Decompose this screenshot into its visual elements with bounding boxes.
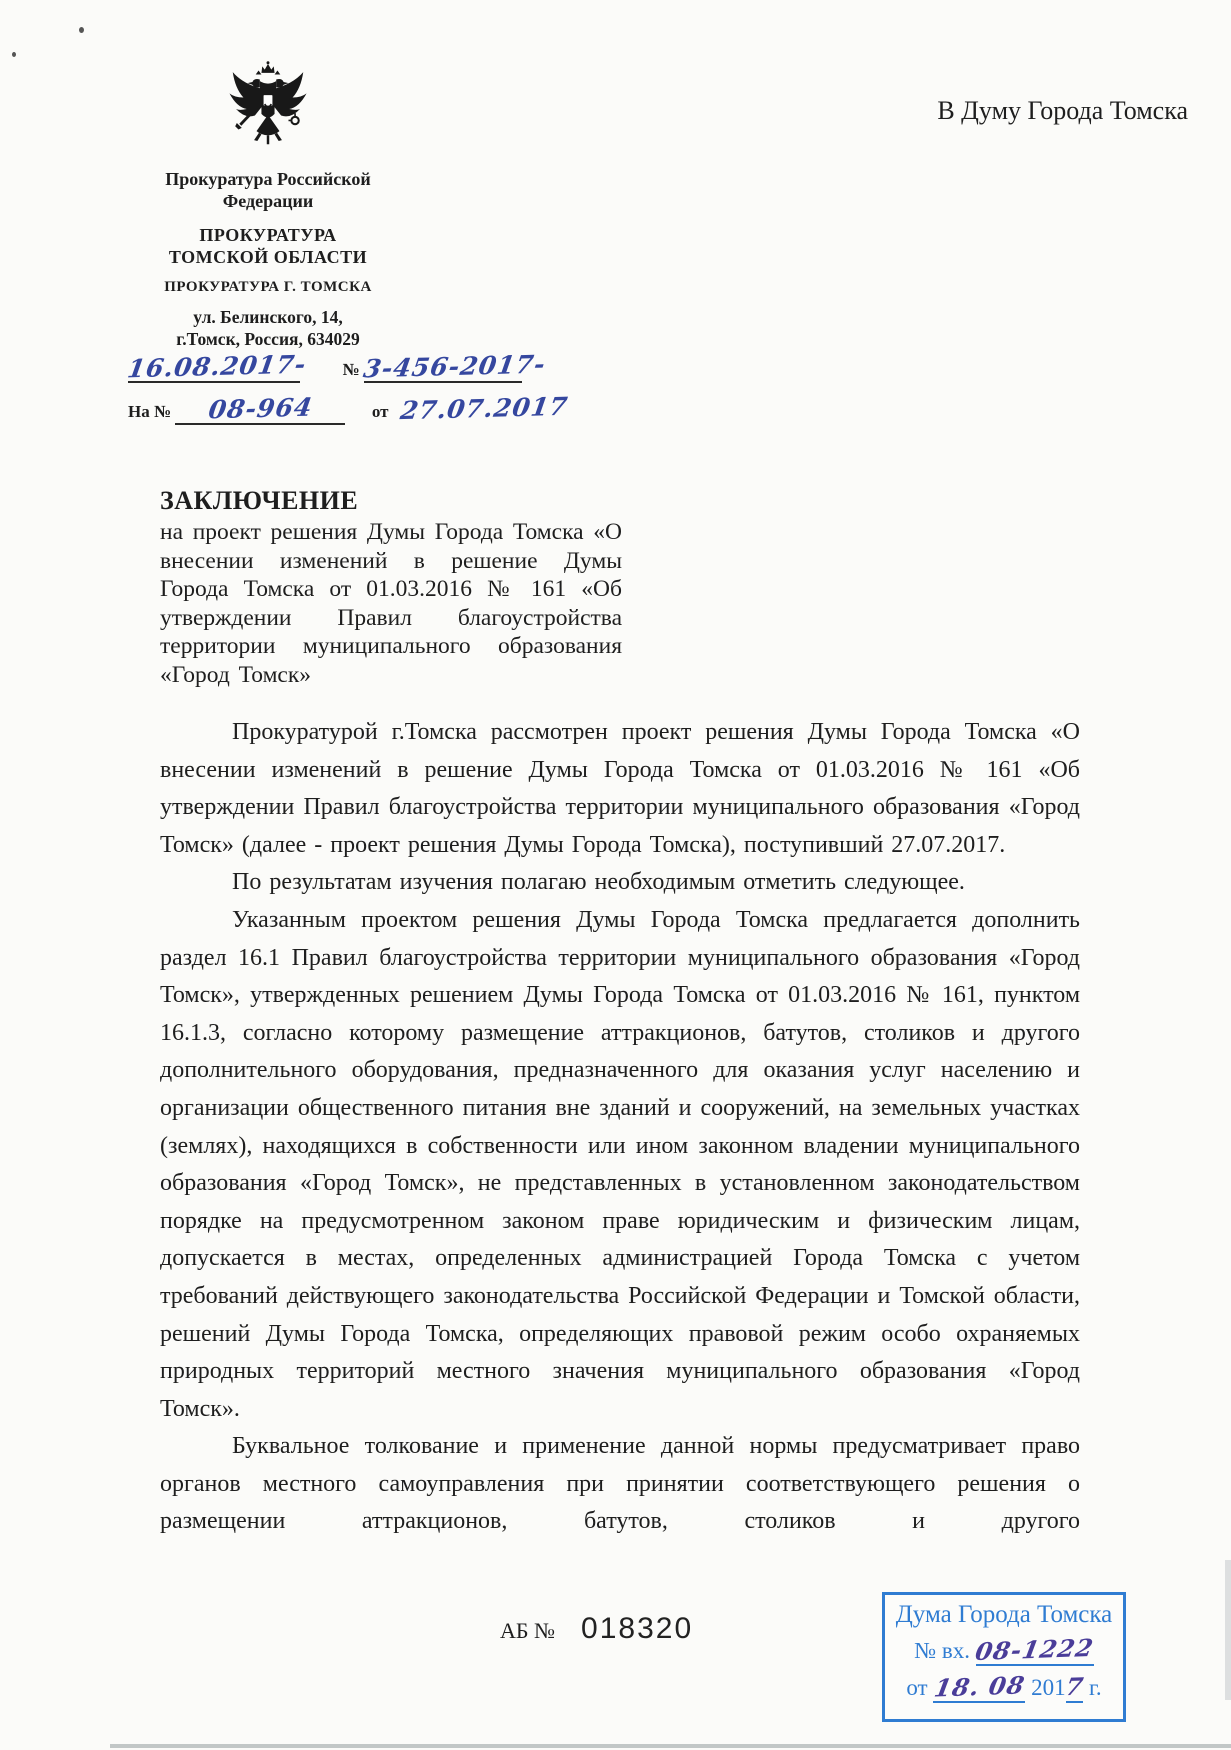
scan-edge [110,1744,1231,1748]
russia-coat-of-arms-icon [227,60,309,158]
scan-speck [12,52,16,57]
org-address [118,306,418,350]
stamp-date-label: от [906,1675,928,1700]
stamp-year-handwritten: 7 [1062,1671,1086,1702]
ref-number-handwritten: 08-964 [206,392,315,425]
blank-number-value: 018320 [581,1612,694,1645]
outgoing-date-line [125,349,548,384]
stamp-in-number-field [973,1632,1097,1667]
org-name-line1: Прокуратура Российской [165,169,371,189]
stamp-org-name: Дума Города Томска [895,1601,1113,1628]
scan-speck [79,27,84,33]
org-region-line1: ПРОКУРАТУРА [199,225,337,245]
stamp-incoming-number-line [885,1632,1123,1667]
org-name-line2: Федерации [222,191,314,211]
org-name-federation [118,168,418,212]
blank-series-label: АБ № [500,1618,556,1643]
stamp-in-label: № вх. [914,1638,971,1663]
org-region-line2: ТОМСКОЙ ОБЛАСТИ [168,247,368,267]
stamp-year-printed: 201 [1031,1675,1066,1700]
letterhead [118,60,418,350]
document-heading: ЗАКЛЮЧЕНИЕ [160,486,359,515]
stamp-in-number-handwritten: 08-1222 [973,1632,1097,1667]
outgoing-date-handwritten: 16.08.2017- [125,349,309,384]
scan-edge [1225,1560,1231,1700]
outgoing-number-field [361,349,548,384]
recipient: В Думу Города Томска [937,96,1188,125]
org-name-city: ПРОКУРАТУРА Г. ТОМСКА [164,279,372,295]
title-block [160,486,622,689]
org-address-line2: г.Томск, Россия, 634029 [176,329,360,349]
document-body [160,714,1080,1541]
outgoing-number-handwritten: 3-456-2017- [361,349,548,384]
paragraph: Прокуратурой г.Томска рассмотрен проект решения Думы Города Томска «О внесении изменений в решение Думы Города Томска от 01.03.2016 № 161 «Об утверждении Правил благоустройства территории муниципального образования «Город Томск» (далее - проект решения Думы Города Томска), поступивший 27.07.2017. [160,719,1080,858]
stamp-year-suffix: г. [1089,1675,1102,1700]
reference-line [128,391,570,426]
ref-number-field [175,394,345,425]
paragraph: Указанным проектом решения Думы Города Томска предлагается дополнить раздел 16.1 Правил благоустройства территории муниципального образования «Город Томск», утвержденных решением Думы Города Томска от 01.03.2016 № 161, пунктом 16.1.3, согласно которому размещение аттракционов, батутов, столиков и другого дополнительного оборудования, предназначенного для оказания услуг населению и организации общественного питания вне зданий и сооружений, на земельных участках (землях), находящихся в собственности или ином законном владении муниципального образования «Город Томск», не представленных в установленном законодательством порядке на предусмотренном законом праве юридическим и физическим лицам, допускается в местах, определенных администрацией Города Томска с учетом требований действующего законодательства Российской Федерации и Томской области, решений Думы Города Томска, определяющих правовой режим особо охраняемых природных территорий местного значения муниципального образования «Город Томск». [160,906,1080,1422]
stamp-date-line [885,1672,1123,1703]
form-blank-number [500,1612,693,1646]
ref-label: На № [128,402,172,421]
document-subject: на проект решения Думы Города Томска «О внесении изменений в решение Думы Города Томска от 01.03.2016 № 161 «Об утверждении Правил благоустройства территории муниципального образования «Город Томск» [160,519,622,688]
paragraph: По результатам изучения полагаю необходимым отметить следующее. [232,869,965,896]
stamp-year-field [1062,1671,1086,1703]
stamp-date-field [933,1672,1025,1703]
incoming-stamp [882,1592,1126,1722]
stamp-date-handwritten: 18. 08 [931,1670,1027,1703]
ref-date-label: от [371,402,389,421]
ref-date-handwritten: 27.07.2017 [398,391,570,426]
paragraph: Буквальное толкование и применение данной нормы предусматривает право органов местного самоуправления при принятии соответствующего решения о размещении аттракционов, батутов, столиков и другого [160,1433,1080,1535]
number-sign-label: № [342,360,360,379]
org-name-region [118,224,418,268]
outgoing-date-field [125,349,309,384]
org-address-line1: ул. Белинского, 14, [193,307,343,327]
